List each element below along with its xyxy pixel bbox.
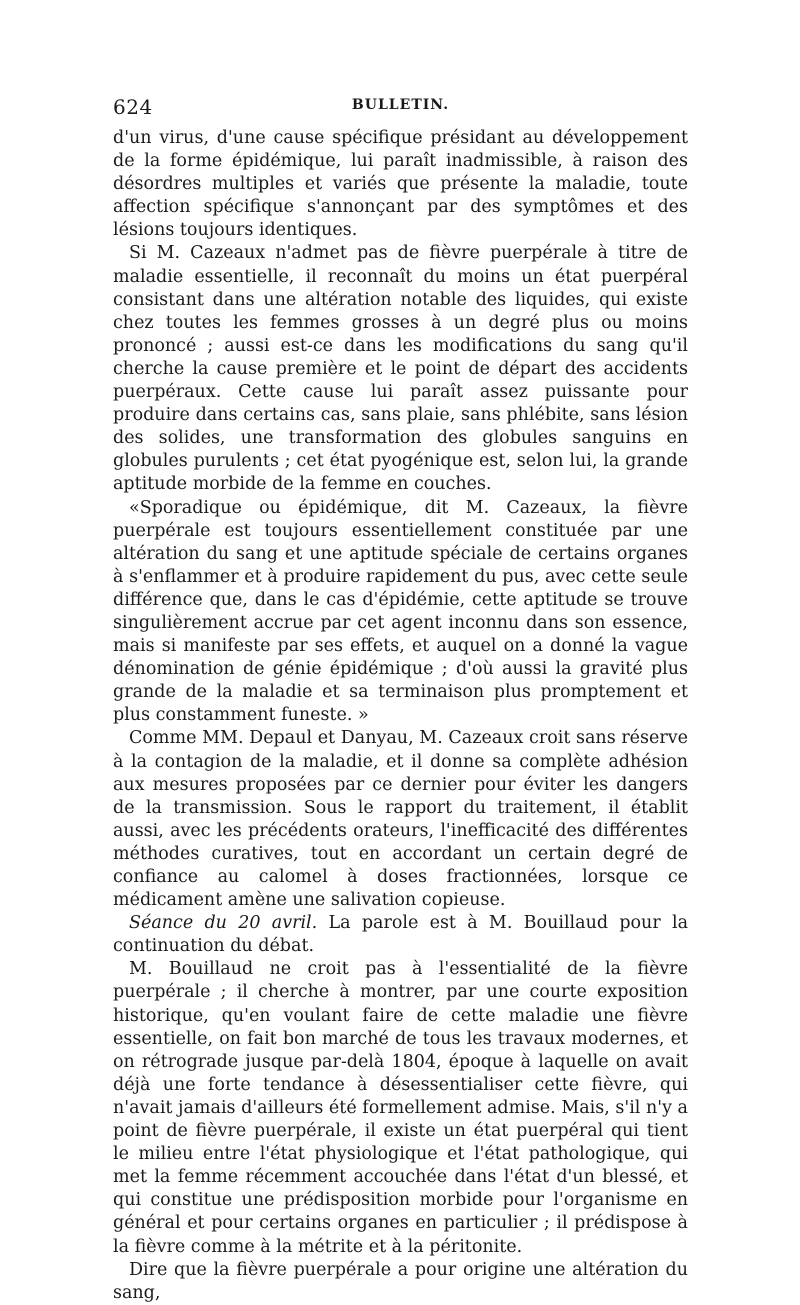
paragraph: Si M. Cazeaux n'admet pas de fièvre puerpérale à titre de maladie essentielle, il reconnaît du moins un état puerpéral consistant dans une altération notable des liquides, qui existe chez toutes les femmes grosses à un degré plus ou moins prononcé ; aussi est-ce dans les modifications du sang qu'il cherche la cause première et le point de départ des accidents puerpéraux. Cette cause lui paraît assez puissante pour produire dans certains cas, sans plaie, sans phlébite, sans lésion des solides, une transformation des globules sanguins en globules purulents ; cet état pyogénique est, selon lui, la grande aptitude morbide de la femme en couches.	[113, 243, 688, 495]
page-number: 624	[113, 95, 153, 119]
running-title: BULLETIN.	[351, 97, 450, 113]
paragraph: Comme MM. Depaul et Danyau, M. Cazeaux croit sans réserve à la contagion de la maladie, et il donne sa complète adhésion aux mesures proposées par ce dernier pour éviter les dangers de la transmission. Sous le rapport du traitement, il établit aussi, avec les précédents orateurs, l'inefficacité des différentes méthodes curatives, tout en accordant un certain degré de confiance au calomel à doses fractionnées, lorsque ce médicament amène une salivation copieuse.	[113, 728, 688, 911]
paragraph: d'un virus, d'une cause spécifique présidant au développement de la forme épidémique, lui paraît inadmissible, à raison des désordres multiples et variés que présente la maladie, toute affection spécifique s'annonçant par des symptômes et des lésions toujours identiques.	[113, 128, 688, 241]
page-header	[113, 95, 688, 123]
paragraph: M. Bouillaud ne croit pas à l'essentialité de la fièvre puerpérale ; il cherche à montrer, par une courte exposition historique, qu'en voulant faire de cette maladie une fièvre essentielle, on fait bon marché de tous les travaux modernes, et on rétrograde jusque par-delà 1804, époque à laquelle on avait déjà une forte tendance à désessentialiser cette fièvre, qui n'avait jamais d'ailleurs été formellement admise. Mais, s'il n'y a point de fièvre puerpérale, il existe un état puerpéral qui tient le milieu entre l'état physiologique et l'état pathologique, qui met la femme récemment accouchée dans l'état d'un blessé, et qui constitue une prédisposition morbide pour l'organisme en général et pour certains organes en particulier ; il prédispose à la fièvre comme à la métrite et à la péritonite.	[113, 959, 688, 1257]
paragraph: «Sporadique ou épidémique, dit M. Cazeaux, la fièvre puerpérale est toujours essentiellement constituée par une altération du sang et une aptitude spéciale de certains organes à s'enflammer et à produire rapidement du pus, avec cette seule différence que, dans le cas d'épidémie, cette aptitude se trouve singulièrement accrue par cet agent inconnu dans son essence, mais si manifeste par ses effets, et auquel on a donné la vague dénomination de génie épidémique ; d'où aussi la gravité plus grande de la maladie et sa terminaison plus promptement et plus constamment funeste. »	[113, 497, 688, 726]
paragraph: Séance du 20 avril. La parole est à M. Bouillaud pour la continuation du débat.	[113, 913, 689, 957]
paragraph: Dire que la fièvre puerpérale a pour origine une altération du sang,	[113, 1259, 688, 1303]
body-text	[113, 127, 688, 1305]
meeting-date: Séance du 20 avril.	[129, 913, 318, 934]
